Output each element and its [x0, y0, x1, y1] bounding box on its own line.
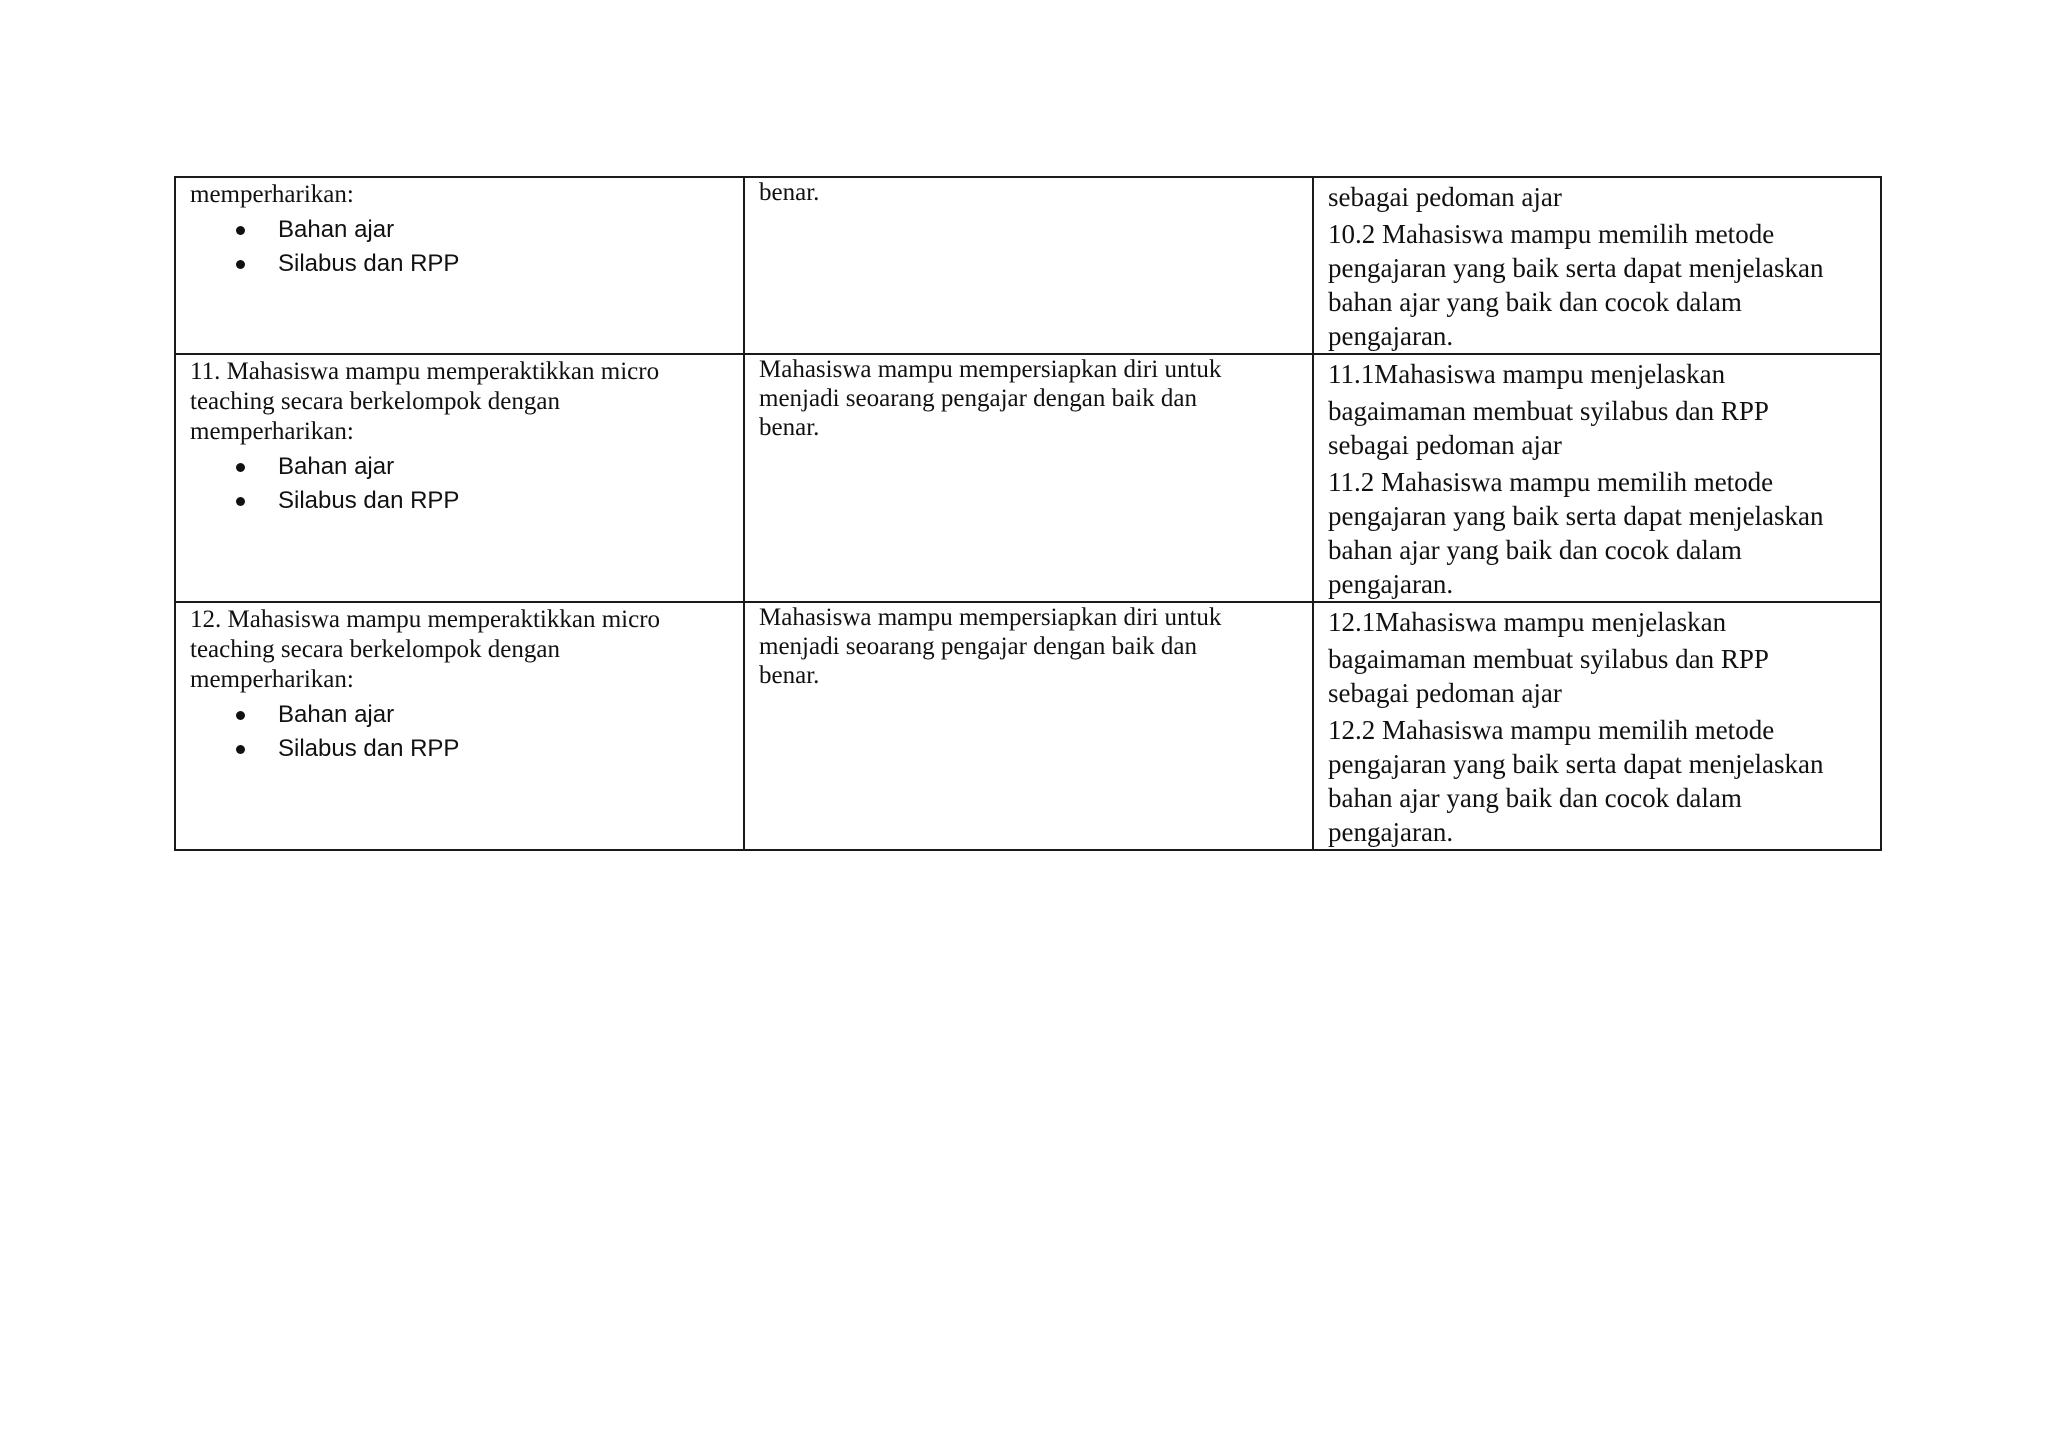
text-line: Mahasiswa mampu mempersiapkan diri untuk	[759, 356, 1222, 383]
table-cell-competency	[175, 354, 744, 602]
table-cell-indicator	[1313, 602, 1881, 850]
competency-text	[190, 178, 729, 210]
text-line: teaching secara berkelompok dengan	[190, 388, 560, 415]
text-line: pengajaran yang baik serta dapat menjelaskan	[1328, 501, 1824, 531]
text-line: 12.1Mahasiswa mampu menjelaskan	[1328, 607, 1727, 637]
text-line: teaching secara berkelompok dengan	[190, 636, 560, 663]
table-cell-competency	[175, 602, 744, 850]
text-line: bahan ajar yang baik dan cocok dalam	[1328, 287, 1742, 317]
text-line: 12. Mahasiswa mampu memperaktikkan micro	[190, 606, 661, 633]
competency-text	[190, 355, 729, 447]
list-item: Bahan ajar	[190, 450, 729, 484]
bullet-list	[190, 213, 729, 281]
text-line: benar.	[759, 179, 820, 206]
indicator-text	[1328, 178, 1866, 353]
bullet-list	[190, 698, 729, 766]
table-row	[175, 354, 1881, 602]
text-line: memperharikan:	[190, 666, 354, 693]
list-item: Bahan ajar	[190, 213, 729, 247]
text-line: bagaimaman membuat syilabus dan RPP	[1328, 644, 1769, 674]
list-item: Silabus dan RPP	[190, 484, 729, 518]
table-cell-goal	[744, 602, 1313, 850]
goal-text	[759, 603, 1298, 690]
list-item: Bahan ajar	[190, 698, 729, 732]
text-line: 11. Mahasiswa mampu memperaktikkan micro	[190, 358, 660, 385]
list-item: Silabus dan RPP	[190, 247, 729, 281]
table-cell-goal	[744, 354, 1313, 602]
text-line: sebagai pedoman ajar	[1328, 430, 1562, 460]
text-line: Mahasiswa mampu mempersiapkan diri untuk	[759, 604, 1222, 631]
indicator-text	[1328, 603, 1866, 849]
text-line: sebagai pedoman ajar	[1328, 678, 1562, 708]
bullet-list	[190, 450, 729, 518]
text-line: pengajaran.	[1328, 817, 1454, 847]
text-line: pengajaran yang baik serta dapat menjelaskan	[1328, 253, 1824, 283]
table-row	[175, 602, 1881, 850]
indicator-text	[1328, 355, 1866, 601]
text-line: memperharikan:	[190, 418, 354, 445]
table-row	[175, 177, 1881, 354]
text-line: sebagai pedoman ajar	[1328, 182, 1562, 212]
text-line: 10.2 Mahasiswa mampu memilih metode	[1328, 219, 1775, 249]
table-cell-goal	[744, 177, 1313, 354]
text-line: benar.	[759, 662, 820, 689]
text-line: bahan ajar yang baik dan cocok dalam	[1328, 783, 1742, 813]
text-line: 11.2 Mahasiswa mampu memilih metode	[1328, 467, 1774, 497]
list-item: Silabus dan RPP	[190, 732, 729, 766]
table-cell-indicator	[1313, 354, 1881, 602]
text-line: benar.	[759, 414, 820, 441]
goal-text	[759, 355, 1298, 442]
table-cell-competency	[175, 177, 744, 354]
text-line: bagaimaman membuat syilabus dan RPP	[1328, 396, 1769, 426]
competency-text	[190, 603, 729, 695]
table-cell-indicator	[1313, 177, 1881, 354]
text-line: menjadi seoarang pengajar dengan baik dan	[759, 633, 1198, 660]
text-line: pengajaran.	[1328, 569, 1454, 599]
text-line: 12.2 Mahasiswa mampu memilih metode	[1328, 715, 1775, 745]
competency-table	[174, 176, 1882, 851]
text-line: pengajaran.	[1328, 321, 1454, 351]
text-line: pengajaran yang baik serta dapat menjelaskan	[1328, 749, 1824, 779]
text-line: menjadi seoarang pengajar dengan baik dan	[759, 385, 1198, 412]
goal-text	[759, 178, 1298, 207]
document-table-container	[174, 176, 1880, 851]
text-line: 11.1Mahasiswa mampu menjelaskan	[1328, 359, 1726, 389]
text-line: bahan ajar yang baik dan cocok dalam	[1328, 535, 1742, 565]
text-line: memperharikan:	[190, 181, 354, 208]
